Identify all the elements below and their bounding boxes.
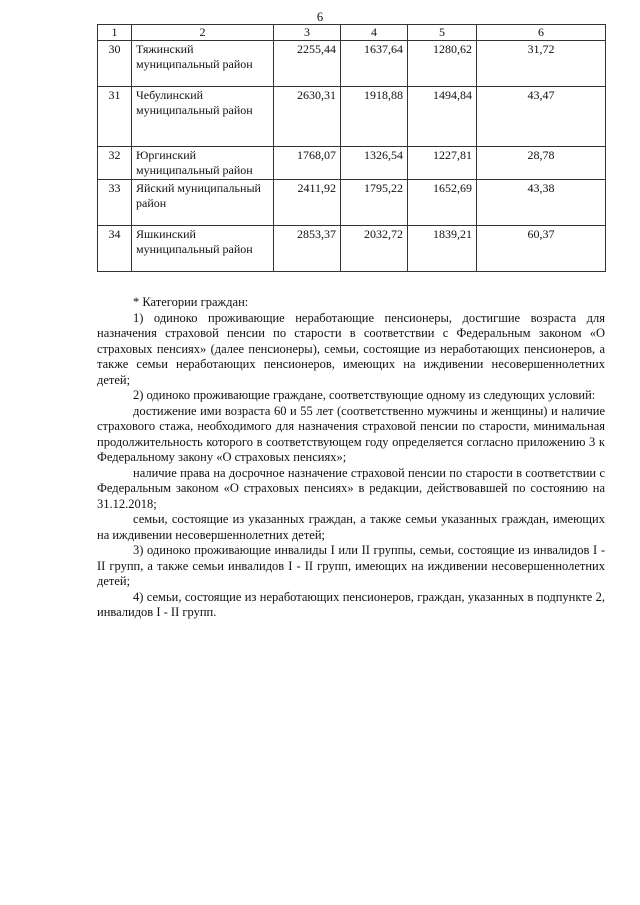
value-col5: 1280,62 bbox=[408, 41, 477, 87]
value-col3: 2411,92 bbox=[274, 180, 341, 226]
value-col3: 1768,07 bbox=[274, 147, 341, 180]
value-col3: 2255,44 bbox=[274, 41, 341, 87]
value-col6: 60,37 bbox=[477, 226, 606, 272]
district-name: Чебулинский муниципальный район bbox=[132, 87, 274, 147]
district-name: Яйский муниципальный район bbox=[132, 180, 274, 226]
note-paragraph: 1) одиноко проживающие неработающие пенсионеры, достигшие возраста для назначения страховой пенсии по старости в соответствии с Федеральным законом «О страховых пенсиях» (далее пенсионеры), семьи, состоящие из неработающих пенсионеров, а также семьи неработающих пенсионеров, имеющих на иждивении несовершеннолетних детей; bbox=[97, 310, 605, 387]
value-col5: 1839,21 bbox=[408, 226, 477, 272]
value-col4: 2032,72 bbox=[341, 226, 408, 272]
table-header-row bbox=[98, 25, 606, 41]
table-header-cell: 4 bbox=[341, 25, 408, 41]
value-col6: 43,47 bbox=[477, 87, 606, 147]
value-col6: 43,38 bbox=[477, 180, 606, 226]
table-row bbox=[98, 147, 606, 180]
table-row bbox=[98, 226, 606, 272]
value-col6: 28,78 bbox=[477, 147, 606, 180]
value-col4: 1918,88 bbox=[341, 87, 408, 147]
district-name: Юргинский муниципальный район bbox=[132, 147, 274, 180]
district-name: Яшкинский муниципальный район bbox=[132, 226, 274, 272]
notes-section bbox=[97, 295, 605, 621]
notes-heading: * Категории граждан: bbox=[133, 295, 249, 309]
note-paragraph: наличие права на досрочное назначение страховой пенсии по старости в соответствии с Федеральным законом «О страховых пенсиях» в редакции, действовавшей по состоянию на 31.12.2018; bbox=[97, 465, 605, 511]
table-header-cell: 6 bbox=[477, 25, 606, 41]
note-paragraph: 3) одиноко проживающие инвалиды I или II группы, семьи, состоящие из инвалидов I - II групп, а также семьи инвалидов I - II групп, имеющих на иждивении несовершеннолетних детей; bbox=[97, 543, 605, 588]
value-col3: 2630,31 bbox=[274, 87, 341, 147]
table-header-cell: 5 bbox=[408, 25, 477, 41]
table-header-cell: 2 bbox=[132, 25, 274, 41]
value-col5: 1227,81 bbox=[408, 147, 477, 180]
note-paragraph: семьи, состоящие из указанных граждан, а также семьи указанных граждан, имеющих на иждивении несовершеннолетних детей; bbox=[97, 512, 605, 542]
table-row bbox=[98, 180, 606, 226]
row-number: 34 bbox=[98, 226, 132, 272]
table-row bbox=[98, 41, 606, 87]
note-paragraph: достижение ими возраста 60 и 55 лет (соответственно мужчины и женщины) и наличие страхового стажа, необходимого для назначения страховой пенсии по старости, минимальная продолжительность которого в соответствующем году определяется согласно приложению 3 к Федеральному закону «О страховых пенсиях»; bbox=[97, 403, 605, 464]
data-table bbox=[97, 24, 606, 272]
value-col4: 1795,22 bbox=[341, 180, 408, 226]
value-col3: 2853,37 bbox=[274, 226, 341, 272]
note-paragraph: 2) одиноко проживающие граждане, соответствующие одному из следующих условий: bbox=[133, 388, 596, 402]
value-col6: 31,72 bbox=[477, 41, 606, 87]
page-number: 6 bbox=[316, 10, 324, 24]
row-number: 31 bbox=[98, 87, 132, 147]
value-col4: 1637,64 bbox=[341, 41, 408, 87]
table-header-cell: 3 bbox=[274, 25, 341, 41]
table-header-cell: 1 bbox=[98, 25, 132, 41]
row-number: 33 bbox=[98, 180, 132, 226]
value-col5: 1494,84 bbox=[408, 87, 477, 147]
table-row bbox=[98, 87, 606, 147]
row-number: 32 bbox=[98, 147, 132, 180]
value-col4: 1326,54 bbox=[341, 147, 408, 180]
district-name: Тяжинский муниципальный район bbox=[132, 41, 274, 87]
note-paragraph: 4) семьи, состоящие из неработающих пенсионеров, граждан, указанных в подпункте 2, инвалидов I - II групп. bbox=[97, 589, 605, 619]
value-col5: 1652,69 bbox=[408, 180, 477, 226]
row-number: 30 bbox=[98, 41, 132, 87]
